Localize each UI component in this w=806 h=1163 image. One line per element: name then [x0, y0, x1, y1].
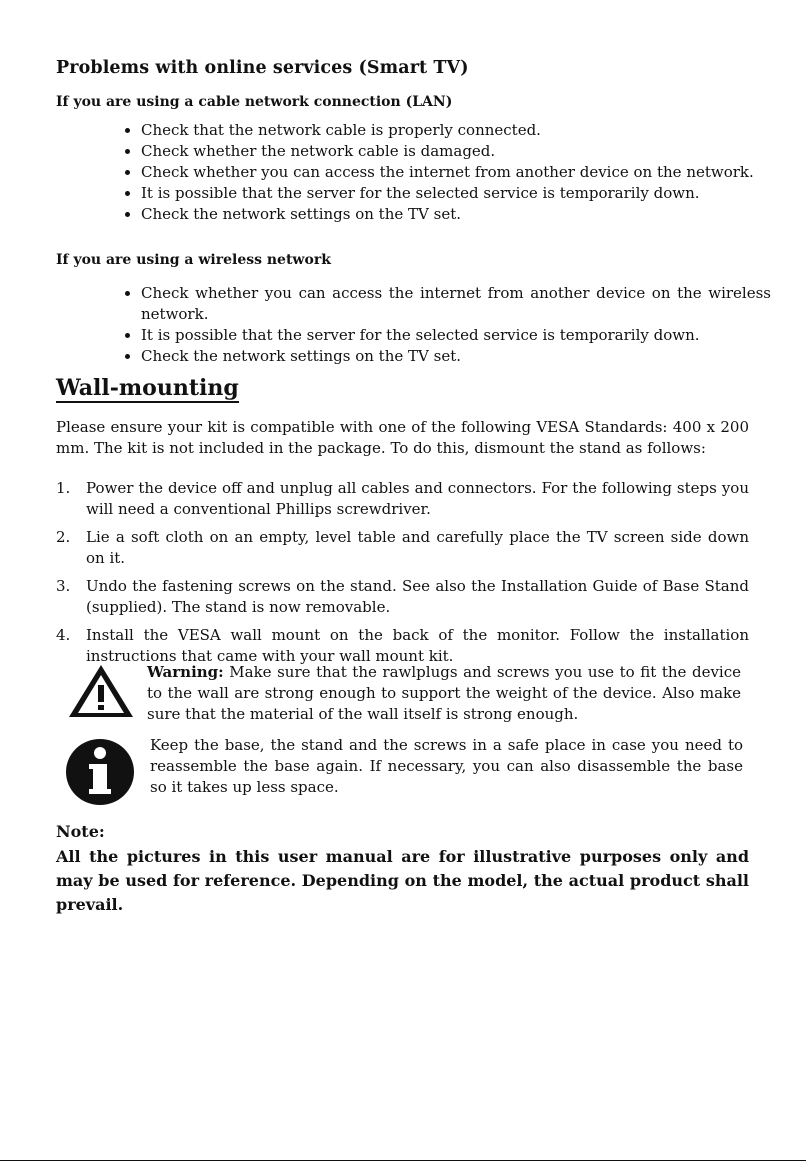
step-number: 4. — [56, 626, 71, 644]
info-icon — [64, 737, 136, 812]
note-title: Note: — [56, 822, 105, 841]
step-number: 1. — [56, 479, 71, 497]
note-text: All the pictures in this user manual are for illustrative purposes only and may be used for reference. Depending on the model, the actual product shall prevail. — [56, 847, 749, 914]
list-item: • Check whether the network cable is damaged. — [141, 141, 771, 162]
info-callout: Keep the base, the stand and the screws in a safe place in case you need to reassemble the base again. If necessary, you can also disassemble the base so it takes up less space. — [150, 736, 743, 796]
list-item: • It is possible that the server for the selected service is temporarily down. — [141, 325, 771, 346]
wall-intro: Please ensure your kit is compatible with one of the following VESA Standards: 400 x 200 mm. The kit is not included in the package. To do this, dismount the stand as follows: — [56, 418, 749, 457]
step-item — [56, 478, 749, 520]
warning-text: Make sure that the rawlplugs and screws you use to fit the device to the wall are strong enough to support the weight of the device. Also make sure that the material of the wall itself is strong enough. — [147, 663, 741, 723]
wireless-checklist — [120, 283, 771, 367]
list-item: • It is possible that the server for the selected service is temporarily down. — [141, 183, 771, 204]
wall-mounting-title: Wall-mounting — [56, 375, 239, 401]
list-item: • Check whether you can access the internet from another device on the wireless network. — [141, 283, 771, 325]
wireless-heading: If you are using a wireless network — [56, 252, 331, 268]
dismount-steps — [56, 478, 749, 667]
warning-callout — [147, 662, 741, 725]
step-text: Lie a soft cloth on an empty, level table and carefully place the TV screen side down on it. — [86, 528, 749, 567]
lan-checklist — [120, 120, 771, 225]
step-item — [56, 527, 749, 569]
step-text: Undo the fastening screws on the stand. See also the Installation Guide of Base Stand (supplied). The stand is now removable. — [86, 577, 749, 616]
step-text: Install the VESA wall mount on the back of the monitor. Follow the installation instructions that came with your wall mount kit. — [86, 626, 749, 665]
warning-label: Warning: — [147, 663, 224, 681]
list-item: • Check the network settings on the TV set. — [141, 346, 771, 367]
step-item — [56, 625, 749, 667]
step-text: Power the device off and unplug all cables and connectors. For the following steps you will need a conventional Phillips screwdriver. — [86, 479, 749, 518]
warning-triangle-icon — [66, 662, 136, 725]
step-number: 3. — [56, 577, 71, 595]
list-item: • Check the network settings on the TV set. — [141, 204, 771, 225]
step-item — [56, 576, 749, 618]
list-item: • Check that the network cable is properly connected. — [141, 120, 771, 141]
list-item: • Check whether you can access the internet from another device on the network. — [141, 162, 771, 183]
online-services-title: Problems with online services (Smart TV) — [56, 58, 469, 78]
page-bottom-border — [0, 1160, 806, 1161]
step-number: 2. — [56, 528, 71, 546]
lan-heading: If you are using a cable network connection (LAN) — [56, 94, 453, 110]
